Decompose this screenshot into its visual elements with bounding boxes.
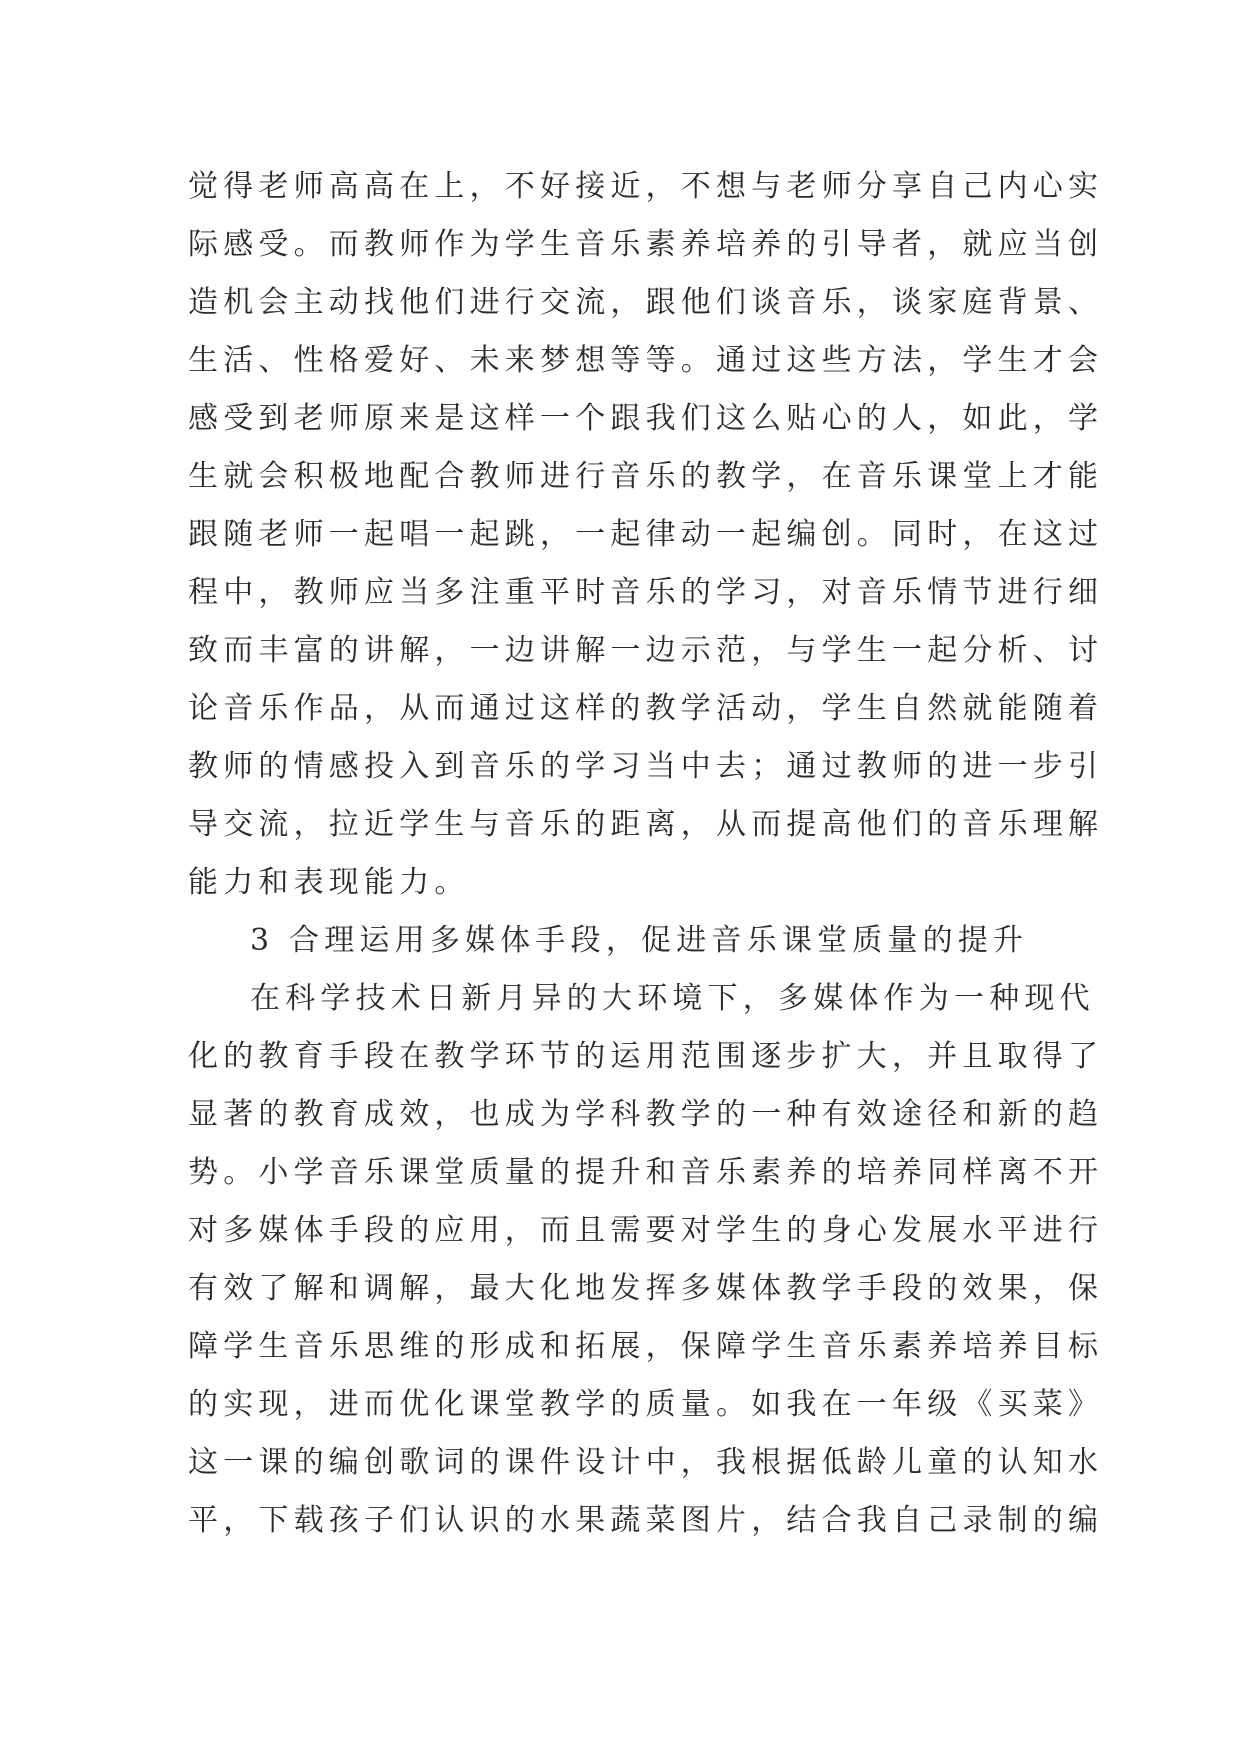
body-text bbox=[188, 158, 1104, 1550]
text-line: 程中，教师应当多注重平时音乐的学习，对音乐情节进行细 bbox=[188, 575, 1104, 610]
text-line: 这一课的编创歌词的课件设计中，我根据低龄儿童的认知水 bbox=[188, 1445, 1104, 1480]
text-line: 致而丰富的讲解，一边讲解一边示范，与学生一起分析、讨 bbox=[188, 633, 1104, 668]
text-line: 的实现，进而优化课堂教学的质量。如我在一年级《买菜》 bbox=[188, 1387, 1104, 1422]
text-line: 平，下载孩子们认识的水果蔬菜图片，结合我自己录制的编 bbox=[188, 1503, 1104, 1538]
section-heading: 3 合理运用多媒体手段，促进音乐课堂质量的提升 bbox=[250, 923, 1029, 958]
text-line: 对多媒体手段的应用，而且需要对学生的身心发展水平进行 bbox=[188, 1213, 1104, 1248]
text-line: 势。小学音乐课堂质量的提升和音乐素养的培养同样离不开 bbox=[188, 1155, 1104, 1190]
text-line: 造机会主动找他们进行交流，跟他们谈音乐，谈家庭背景、 bbox=[188, 285, 1104, 320]
text-line: 在科学技术日新月异的大环境下，多媒体作为一种现代 bbox=[250, 981, 1095, 1016]
text-line: 障学生音乐思维的形成和拓展，保障学生音乐素养培养目标 bbox=[188, 1329, 1104, 1364]
text-line: 化的教育手段在教学环节的运用范围逐步扩大，并且取得了 bbox=[188, 1039, 1104, 1074]
text-line: 显著的教育成效，也成为学科教学的一种有效途径和新的趋 bbox=[188, 1097, 1104, 1132]
text-line: 生就会积极地配合教师进行音乐的教学，在音乐课堂上才能 bbox=[188, 459, 1104, 494]
text-line: 能力和表现能力。 bbox=[188, 865, 470, 900]
text-line: 际感受。而教师作为学生音乐素养培养的引导者，就应当创 bbox=[188, 227, 1104, 262]
text-line: 觉得老师高高在上，不好接近，不想与老师分享自己内心实 bbox=[188, 169, 1104, 204]
text-line: 论音乐作品，从而通过这样的教学活动，学生自然就能随着 bbox=[188, 691, 1104, 726]
text-line: 跟随老师一起唱一起跳，一起律动一起编创。同时，在这过 bbox=[188, 517, 1104, 552]
text-line: 导交流，拉近学生与音乐的距离，从而提高他们的音乐理解 bbox=[188, 807, 1104, 842]
text-line: 有效了解和调解，最大化地发挥多媒体教学手段的效果，保 bbox=[188, 1271, 1104, 1306]
text-line: 生活、性格爱好、未来梦想等等。通过这些方法，学生才会 bbox=[188, 343, 1104, 378]
text-line: 感受到老师原来是这样一个跟我们这么贴心的人，如此，学 bbox=[188, 401, 1104, 436]
text-line: 教师的情感投入到音乐的学习当中去；通过教师的进一步引 bbox=[188, 749, 1104, 784]
